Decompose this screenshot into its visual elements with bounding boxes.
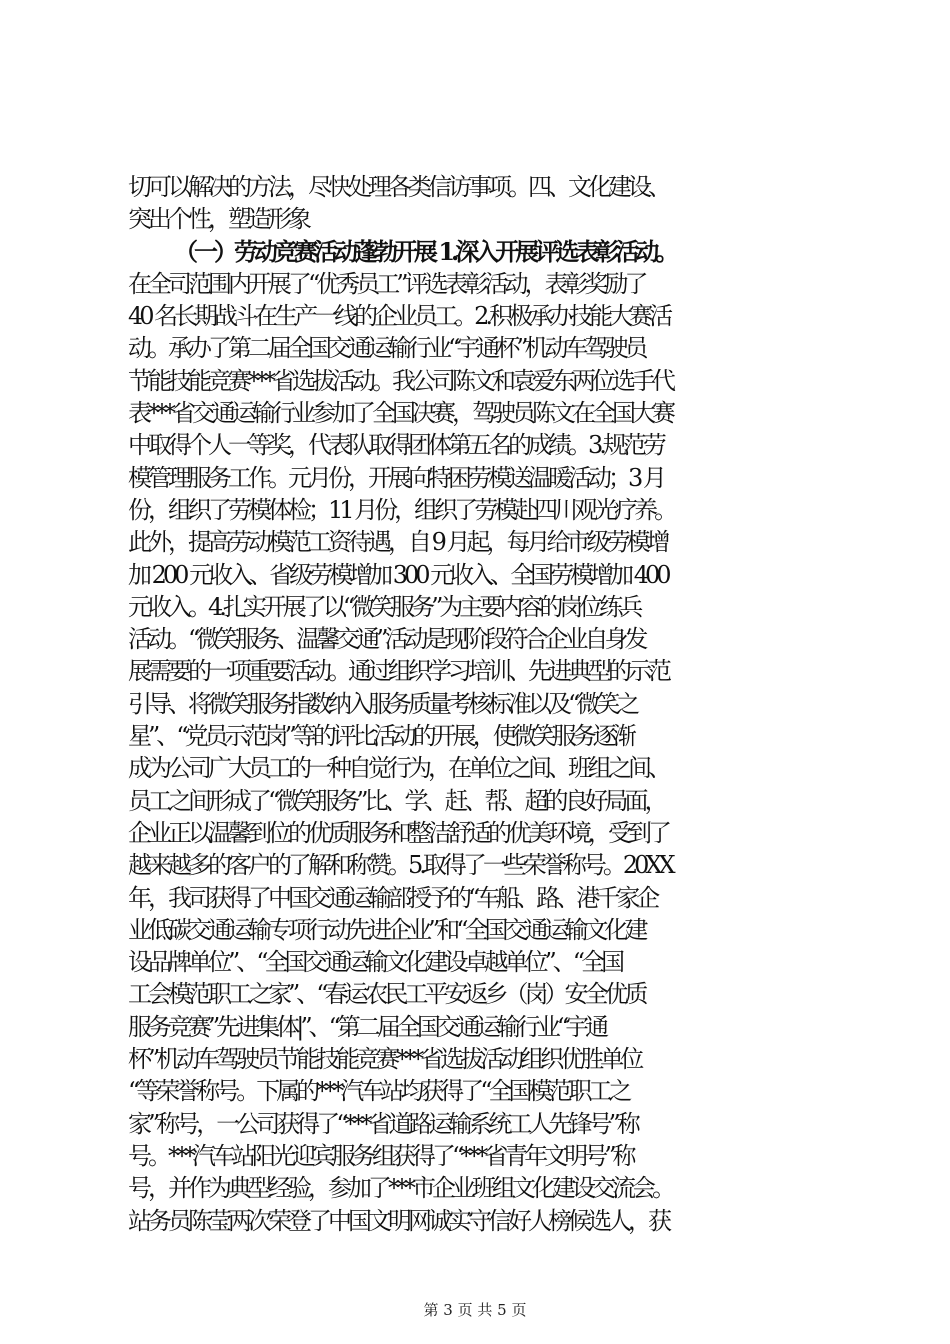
paragraph-line: “等荣誉称号。下属的***汽车站均获得了“全国模范职工之 (128, 1077, 629, 1106)
paragraph-line: 引导、将微笑服务指数纳入服务质量考核标准以及“微笑之 (128, 689, 637, 718)
page-footer: 第 3 页 共 5 页 (423, 1301, 527, 1319)
paragraph-line: 动。承办了第二届全国交通运输行业“宇通杯”机动车驾驶员 (128, 334, 645, 363)
paragraph-line: 元收入。4.扎实开展了以“微笑服务”为主要内容的岗位练兵 (128, 592, 640, 621)
paragraph-line: 工会模范职工之家”、“春运农民工平安返乡（岗）安全优质 (128, 980, 645, 1009)
paragraph-line: 模管理服务工作。元月份，开展向特困劳模送温暖活动；3 月 (128, 463, 663, 492)
paragraph-line: 成为公司广大员工的一种自觉行为，在单位之间、班组之间、 (128, 754, 668, 783)
paragraph-line: 展需要的一项重要活动。通过组织学习培训、先进典型的示范 (128, 657, 668, 686)
paragraph-line: 活动。“微笑服务、温馨交通”活动是现阶段符合企业自身发 (128, 625, 645, 654)
paragraph-line: 表***省交通运输行业参加了全国决赛，驾驶员陈文在全国大赛 (128, 399, 672, 428)
paragraph-line: 份，组织了劳模体检；11 月份，组织了劳模赴四川观光疗养。 (128, 495, 675, 524)
paragraph-line: 节能技能竞赛***省选拔活动。我公司陈文和袁爱东两位选手代 (128, 366, 672, 395)
paragraph-line: 40 名长期战斗在生产一线的企业员工。2.积极承办技能大赛活 (128, 302, 670, 331)
paragraph-line: 企业正以温馨到位的优质服务和整洁舒适的优美环境，受到了 (128, 818, 668, 847)
paragraph-line: 在全司范围内开展了“优秀员工”评选表彰活动，表彰奖励了 (128, 269, 645, 298)
paragraph-line: 号。***汽车站阳光迎宾服务组获得了“***省青年文明号”称 (128, 1141, 633, 1170)
paragraph-line: 此外，提高劳动模范工资待遇，自 9 月起，每月给市级劳模增 (128, 528, 667, 557)
paragraph-line: 年，我司获得了中国交通运输部授予的“车船、路、港千家企 (128, 883, 657, 912)
paragraph-line: 业低碳交通运输专项行动先进企业”和“全国交通运输文化建 (128, 915, 645, 944)
document-body (128, 171, 828, 1237)
paragraph-line: 员工之间形成了“微笑服务”比、学、赶、帮、超的良好局面， (128, 786, 665, 815)
paragraph-line: 星”、“党员示范岗”等的评比活动的开展，使微笑服务逐渐 (128, 722, 633, 751)
paragraph-line: 杯”机动车驾驶员节能技能竞赛***省选拔活动组织优胜单位 (128, 1045, 641, 1074)
paragraph-line: 家”称号，一公司获得了“***省道路运输系统工人先锋号”称 (128, 1109, 637, 1138)
paragraph-line: 中取得个人一等奖，代表队取得团体第五名的成绩。3.规范劳 (128, 431, 663, 460)
section-heading-line: （一）劳动竞赛活动蓬勃开展 1.深入开展评选表彰活动。 (174, 236, 676, 266)
paragraph-line: 服务竞赛”先进集体|”、“第二届全国交通运输行业“宇通 (128, 1012, 606, 1041)
paragraph-line: 越来越多的客户的了解和称赞。5.取得了一些荣誉称号。20XX (128, 851, 672, 880)
paragraph-line: 设品牌单位”、“全国交通运输文化建设卓越单位”、“全国 (128, 948, 622, 977)
paragraph-line: 站务员陈莹两次荣登了中国文明网诚实守信好人榜候选人，获 (128, 1206, 668, 1235)
paragraph-line: 号，并作为典型经验，参加了***市企业班组文化建设交流会。 (128, 1174, 672, 1203)
paragraph-line: 突出个性，塑造形象 (128, 205, 308, 234)
paragraph-line: 加 200 元收入、省级劳模增加 300 元收入、全国劳模增加 400 (128, 560, 668, 589)
paragraph-line: 切可以解决的方法，尽快处理各类信访事项。四、文化建设、 (128, 173, 668, 201)
